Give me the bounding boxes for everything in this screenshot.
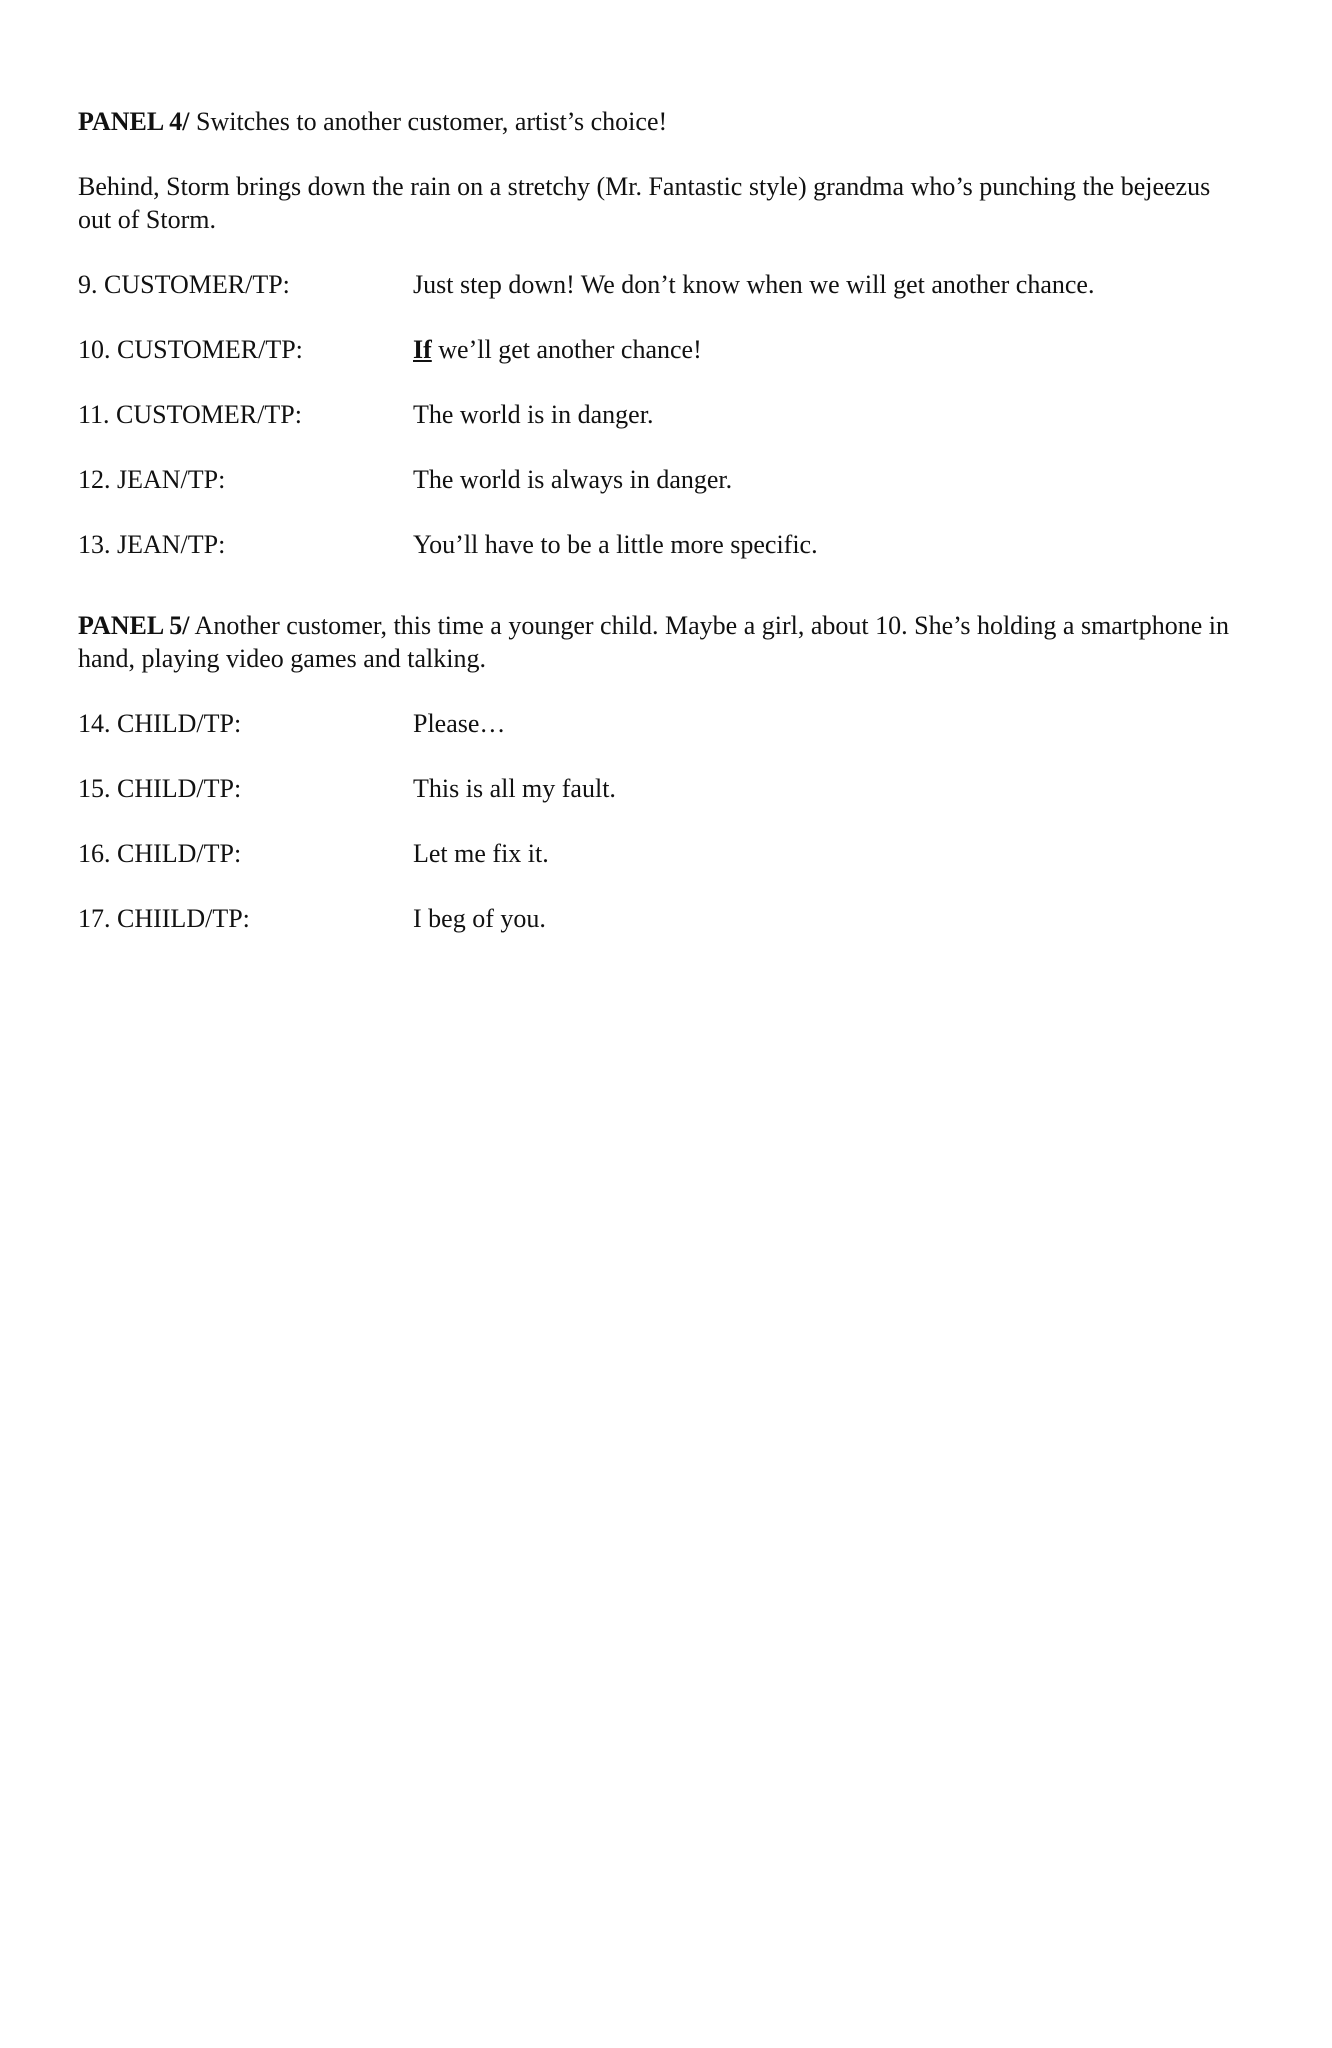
panel-spacer (78, 593, 1238, 609)
dialogue-line (78, 268, 1238, 301)
dialogue-text (413, 333, 1238, 366)
dialogue-line (78, 528, 1238, 561)
dialogue-line (78, 772, 1238, 805)
dialogue-speaker: 10. CUSTOMER/TP: (78, 335, 303, 364)
dialogue-text: The world is always in danger. (413, 465, 733, 494)
dialogue-line (78, 463, 1238, 496)
script-content (78, 105, 1238, 967)
dialogue-speaker: 11. CUSTOMER/TP: (78, 400, 302, 429)
panel-5-heading (78, 609, 1238, 675)
dialogue-speaker: 15. CHILD/TP: (78, 774, 242, 803)
dialogue-line (78, 707, 1238, 740)
dialogue-emphasis: If (413, 335, 432, 364)
panel-4-dialogue (78, 268, 1238, 561)
dialogue-speaker: 12. JEAN/TP: (78, 465, 226, 494)
dialogue-text: The world is in danger. (413, 400, 654, 429)
dialogue-text: Please… (413, 709, 506, 738)
dialogue-line (78, 398, 1238, 431)
dialogue-text-rest: we’ll get another chance! (431, 335, 702, 364)
dialogue-speaker: 17. CHIILD/TP: (78, 904, 250, 933)
panel-4-label: PANEL 4/ (78, 107, 190, 136)
dialogue-line (78, 333, 1238, 366)
dialogue-text: I beg of you. (413, 904, 546, 933)
dialogue-text: You’ll have to be a little more specific. (413, 530, 818, 559)
panel-4-description: Switches to another customer, artist’s choice! (189, 107, 668, 136)
dialogue-speaker: 13. JEAN/TP: (78, 530, 226, 559)
dialogue-text: Just step down! We don’t know when we will get another chance. (413, 270, 1095, 299)
panel-5-description: Another customer, this time a younger child. Maybe a girl, about 10. She’s holding a smartphone in hand, playing video games and talking. (78, 611, 1229, 673)
panel-5-label: PANEL 5/ (78, 611, 190, 640)
dialogue-speaker: 14. CHILD/TP: (78, 709, 242, 738)
dialogue-text: This is all my fault. (413, 774, 616, 803)
dialogue-speaker: 9. CUSTOMER/TP: (78, 270, 290, 299)
dialogue-text: Let me fix it. (413, 839, 549, 868)
dialogue-line (78, 837, 1238, 870)
panel-5-dialogue (78, 707, 1238, 935)
panel-4-action: Behind, Storm brings down the rain on a stretchy (Mr. Fantastic style) grandma who’s punching the bejeezus out of Storm. (78, 172, 1211, 234)
dialogue-speaker: 16. CHILD/TP: (78, 839, 242, 868)
panel-4-heading (78, 105, 1238, 138)
dialogue-line (78, 902, 1238, 935)
